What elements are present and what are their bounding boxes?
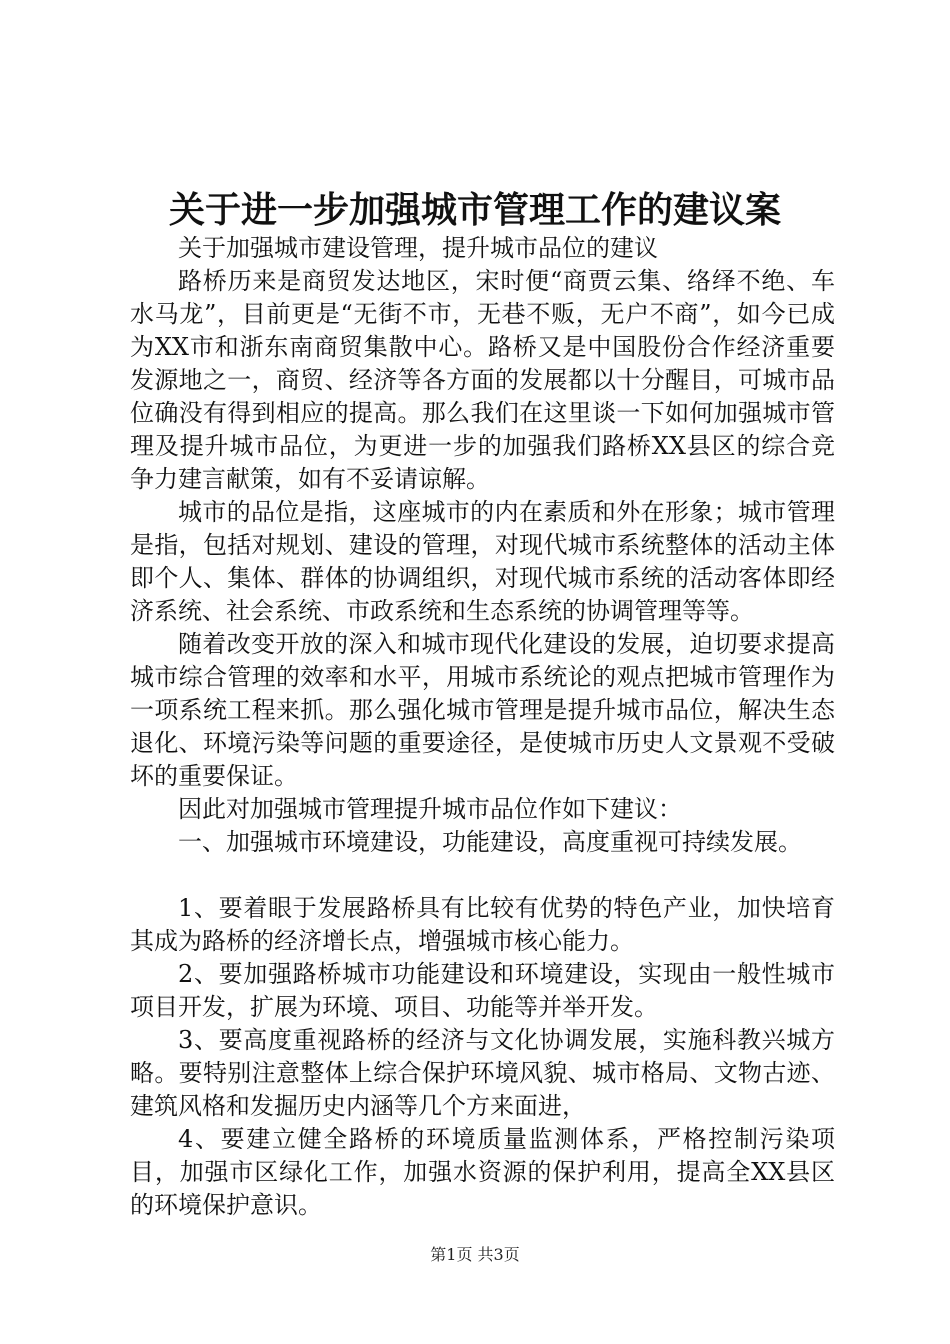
blank-line [130,859,835,892]
list-item-1: 1、要着眼于发展路桥具有比较有优势的特色产业，加快培育其成为路桥的经济增长点，增强城市核心能力。 [130,894,835,955]
paragraph-definition: 城市的品位是指，这座城市的内在素质和外在形象；城市管理是指，包括对规划、建设的管理，对现代城市系统整体的活动主体即个人、集体、群体的协调组织，对现代城市系统的活动客体即经济系统、社会系统、市政系统和生态系统的协调管理等等。 [130,498,835,625]
paragraph-lead-in: 因此对加强城市管理提升城市品位作如下建议： [178,795,682,823]
document-body [130,232,835,1222]
list-item-4: 4、要建立健全路桥的环境质量监测体系，严格控制污染项目，加强市区绿化工作，加强水资源的保护利用，提高全XX县区的环境保护意识。 [130,1125,835,1219]
list-item-2: 2、要加强路桥城市功能建设和环境建设，实现由一般性城市项目开发，扩展为环境、项目、功能等并举开发。 [130,960,835,1021]
paragraph-subtitle: 关于加强城市建设管理，提升城市品位的建议 [178,234,658,262]
page-footer: 第1页 共3页 [430,1245,520,1264]
document-title: 关于进一步加强城市管理工作的建议案 [168,189,781,231]
paragraph-intro: 路桥历来是商贸发达地区，宋时便“商贾云集、络绎不绝、车水马龙”，目前更是“无街不市，无巷不贩，无户不商”，如今已成为XX市和浙东南商贸集散中心。路桥又是中国股份合作经济重要发源地之一，商贸、经济等各方面的发展都以十分醒目，可城市品位确没有得到相应的提高。那么我们在这里谈一下如何加强城市管理及提升城市品位，为更进一步的加强我们路桥XX县区的综合竞争力建言献策，如有不妥请谅解。 [130,267,835,493]
paragraph-background: 随着改变开放的深入和城市现代化建设的发展，迫切要求提高城市综合管理的效率和水平，用城市系统论的观点把城市管理作为一项系统工程来抓。那么强化城市管理是提升城市品位，解决生态退化、环境污染等问题的重要途径，是使城市历史人文景观不受破坏的重要保证。 [130,630,835,790]
list-item-3: 3、要高度重视路桥的经济与文化协调发展，实施科教兴城方略。要特别注意整体上综合保护环境风貌、城市格局、文物古迹、建筑风格和发掘历史内涵等几个方来面进， [130,1026,835,1120]
section-heading-1: 一、加强城市环境建设，功能建设，高度重视可持续发展。 [178,828,802,856]
